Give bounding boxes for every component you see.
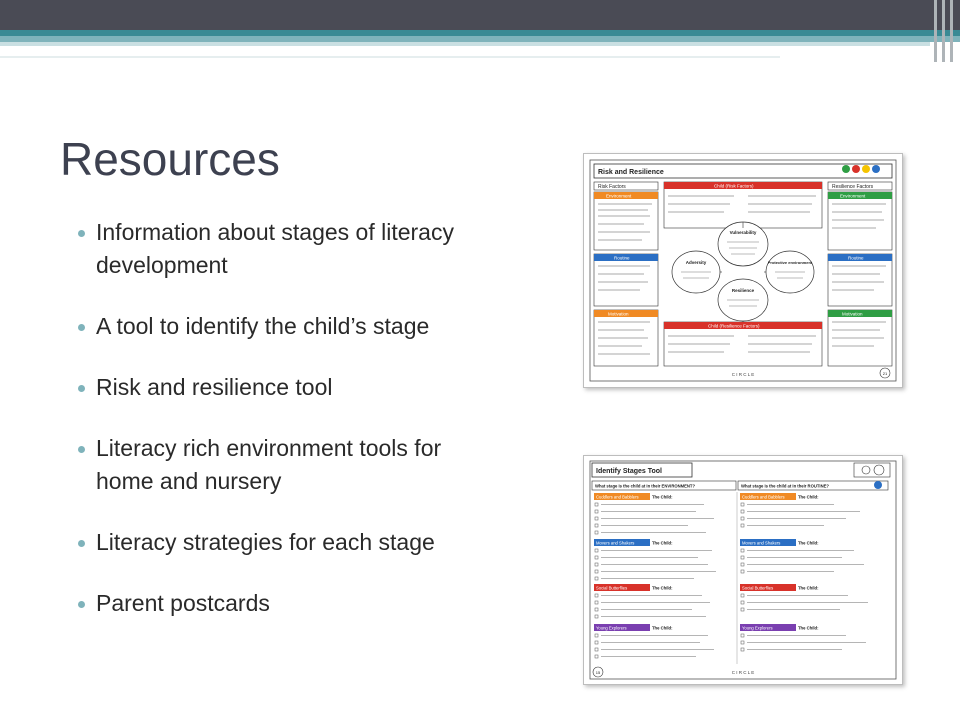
child-label: The Child: bbox=[798, 540, 819, 546]
stage-label: Cuddlers and Babblers bbox=[596, 494, 639, 500]
right-box-label: Motivation bbox=[842, 311, 863, 317]
risk-resilience-image bbox=[583, 153, 903, 388]
resilience-factors-header: Resilience Factors bbox=[832, 184, 874, 190]
bullet-item bbox=[78, 310, 558, 343]
right-box-label: Routine bbox=[848, 255, 864, 261]
identify-stages-image bbox=[583, 455, 903, 685]
header-bar bbox=[0, 0, 960, 30]
circle-label: Vulnerability bbox=[729, 230, 757, 235]
bullet-item bbox=[78, 371, 558, 404]
child-label: The Child: bbox=[652, 585, 673, 591]
left-box-label: Motivation bbox=[608, 311, 629, 317]
bullet-text: Literacy rich environment tools for bbox=[96, 435, 442, 461]
stage-label: Social Butterflies bbox=[742, 585, 774, 591]
risk-factors-header: Risk Factors bbox=[598, 184, 626, 190]
right-box-label: Environment bbox=[840, 193, 866, 199]
bullet-item bbox=[78, 587, 558, 620]
bullet-item bbox=[78, 526, 558, 559]
risk-page-number: 21 bbox=[882, 371, 888, 376]
corner-decoration bbox=[934, 0, 956, 62]
slide-title: Resources bbox=[60, 133, 280, 185]
bullet-list bbox=[78, 216, 558, 648]
bullet-text: Risk and resilience tool bbox=[96, 374, 333, 400]
bullet-text: Literacy strategies for each stage bbox=[96, 529, 435, 555]
circle-label: Protective environment bbox=[767, 260, 813, 265]
bullet-text: Parent postcards bbox=[96, 590, 270, 616]
center-header: Child (Risk Factors) bbox=[714, 183, 754, 189]
divider-line bbox=[0, 56, 780, 58]
risk-heading: Risk and Resilience bbox=[598, 169, 664, 176]
stages-heading: Identify Stages Tool bbox=[596, 468, 662, 475]
left-question: What stage is the child at in their ENVIRONMENT? bbox=[595, 483, 696, 489]
circle-label: Adversity bbox=[685, 260, 707, 265]
bullet-item bbox=[78, 216, 558, 282]
bullet-text: Information about stages of literacy bbox=[96, 219, 454, 245]
stage-label: Young Explorers bbox=[742, 625, 773, 631]
stages-footer: C I R C L E bbox=[731, 670, 755, 675]
stages-page-number: 15 bbox=[595, 670, 601, 675]
child-label: The Child: bbox=[798, 585, 819, 591]
child-label: The Child: bbox=[798, 625, 819, 631]
child-label: The Child: bbox=[798, 494, 819, 500]
stage-label: Social Butterflies bbox=[596, 585, 628, 591]
stage-label: Movers and Shakers bbox=[596, 540, 635, 546]
child-label: The Child: bbox=[652, 494, 673, 500]
stage-label: Movers and Shakers bbox=[742, 540, 781, 546]
header-stripe-pale bbox=[0, 42, 930, 46]
right-question: What stage is the child at in their ROUTINE? bbox=[741, 483, 829, 489]
left-box-label: Environment bbox=[606, 193, 632, 199]
bullet-text: home and nursery bbox=[96, 468, 282, 494]
child-label: The Child: bbox=[652, 540, 673, 546]
bullet-item bbox=[78, 432, 558, 498]
circle-label: Resilience bbox=[731, 288, 755, 293]
bullet-text: development bbox=[96, 252, 228, 278]
bottom-header: Child (Resilience Factors) bbox=[708, 323, 760, 329]
left-box-label: Routine bbox=[614, 255, 630, 261]
bullet-text: A tool to identify the child’s stage bbox=[96, 313, 430, 339]
stage-label: Cuddlers and Babblers bbox=[742, 494, 785, 500]
children-illustration-icon bbox=[854, 463, 890, 477]
stage-label: Young Explorers bbox=[596, 625, 627, 631]
child-label: The Child: bbox=[652, 625, 673, 631]
risk-footer: C I R C L E bbox=[731, 372, 755, 377]
